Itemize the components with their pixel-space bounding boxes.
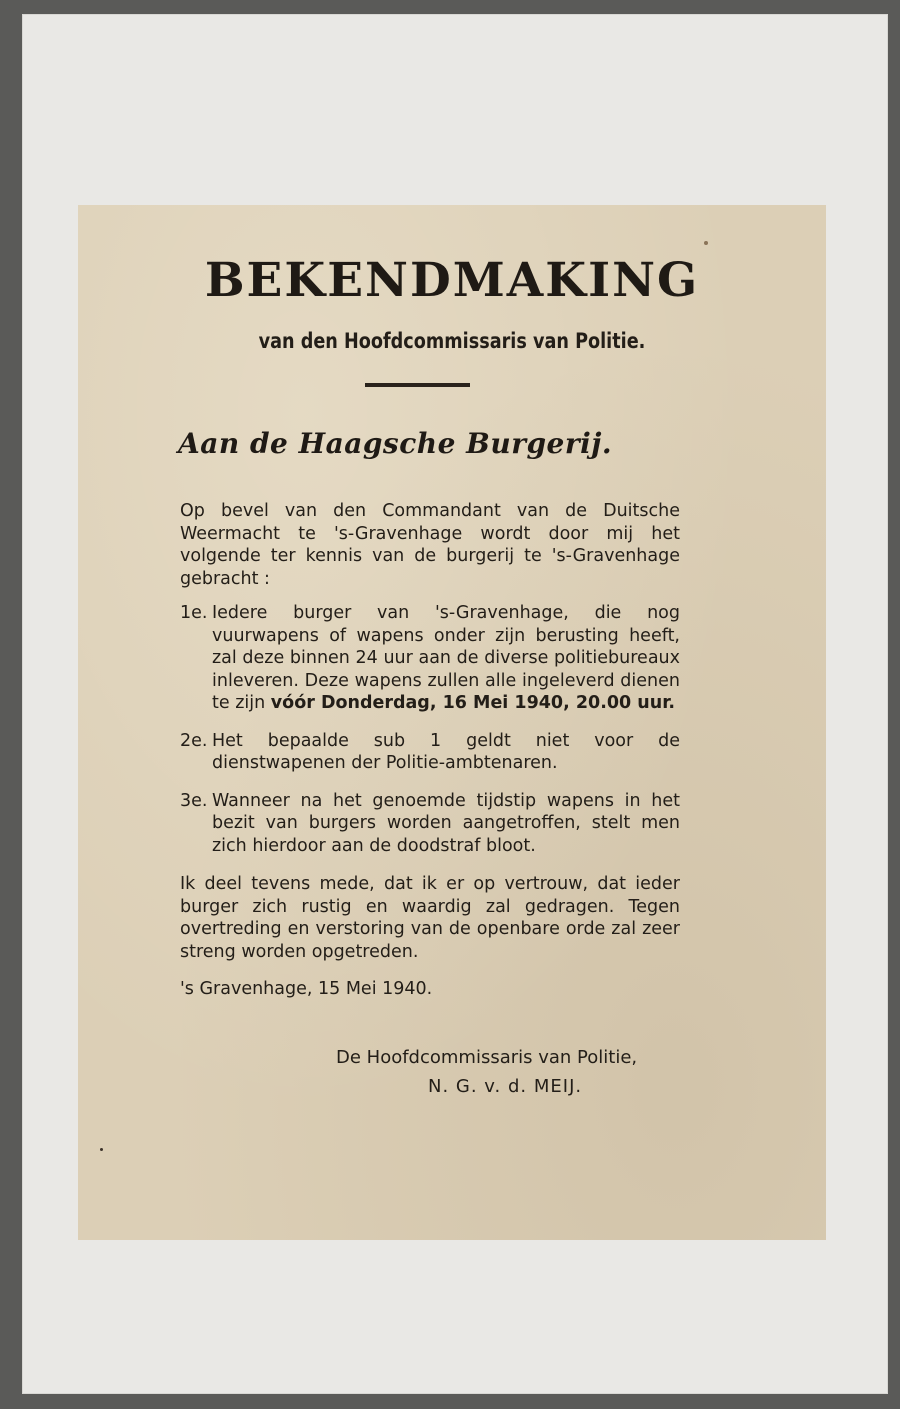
closing-paragraph: Ik deel tevens mede, dat ik er op vertrouw, dat ieder burger zich rustig en waardig zal gedragen. Tegen overtreding en verstoring van de openbare orde zal zeer streng worden opgetreden. [180, 874, 680, 962]
signoff-title: De Hoofdcommissaris van Politie, [336, 1047, 638, 1068]
item-text: Wanneer na het genoemde tijdstip wapens in het bezit van burgers worden aangetroffen, stelt men zich hierdoor aan de doodstraf bloot. [212, 790, 680, 856]
poster-sheet [78, 205, 826, 1240]
item-text: Het bepaalde sub 1 geldt niet voor de dienstwapenen der Politie-ambtenaren. [212, 730, 680, 773]
title-divider [365, 383, 470, 387]
salutation: Aan de Haagsche Burgerij. [178, 427, 613, 460]
poster-subtitle: van den Hoofdcommissaris van Politie. [258, 329, 646, 353]
deadline-bold: vóór Donderdag, 16 Mei 1940, 20.00 uur. [270, 693, 675, 713]
notice-body [180, 500, 680, 1001]
paper-speck [704, 241, 708, 245]
poster-title: BEKENDMAKING [204, 253, 700, 308]
list-item [180, 730, 680, 775]
place-date: 's Gravenhage, 15 Mei 1940. [180, 979, 433, 999]
paper-speck [100, 1148, 103, 1151]
list-item [180, 790, 680, 858]
list-item [180, 602, 680, 715]
item-number: 1e. [180, 603, 208, 623]
item-number: 3e. [180, 790, 208, 811]
intro-paragraph: Op bevel van den Commandant van de Duitsche Weermacht te 's-Gravenhage wordt door mij het volgende ter kennis van de burgerij te 's-Gravenhage gebracht : [180, 501, 680, 589]
item-text: Iedere burger van 's-Gravenhage, die nog vuurwapens of wapens onder zijn berusting heeft, zal deze binnen 24 uur aan de diverse politiebureaux inleveren. Deze wapens zullen alle ingeleverd dienen te zijn vóór Donderdag, 16 Mei 1940, 20.00 uur. [212, 603, 680, 713]
signature-name: N. G. v. d. MEIJ. [428, 1076, 583, 1097]
item-number: 2e. [180, 730, 208, 751]
